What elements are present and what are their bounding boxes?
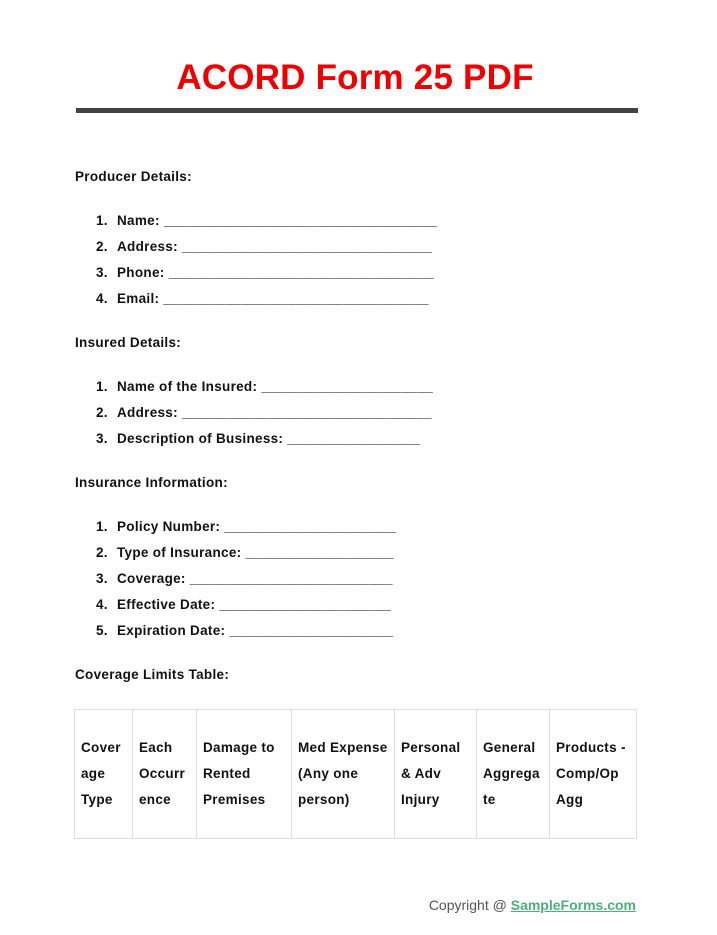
copyright-prefix: Copyright @	[428, 897, 511, 913]
list-item	[96, 544, 396, 570]
list-item	[96, 570, 396, 596]
column-header-coverage-type: Coverage Type	[75, 710, 133, 839]
producer-phone-field[interactable]: Phone: __________________________________	[117, 265, 435, 280]
list-number: 4.	[96, 291, 108, 306]
insurance-field-list	[96, 518, 396, 648]
list-item	[96, 212, 437, 238]
policy-number-field[interactable]: Policy Number: ______________________	[117, 519, 397, 534]
coverage-field[interactable]: Coverage: __________________________	[117, 571, 393, 586]
table-header-row	[75, 710, 637, 839]
producer-address-field[interactable]: Address: ________________________________	[117, 239, 432, 254]
list-item	[96, 622, 396, 648]
column-header-general-aggregate: General Aggregate	[477, 710, 550, 839]
effective-date-field[interactable]: Effective Date: ______________________	[117, 597, 392, 612]
sampleforms-link[interactable]: SampleForms.com	[510, 897, 636, 913]
column-header-each-occurrence: Each Occurrence	[133, 710, 197, 839]
list-item	[96, 238, 437, 264]
list-number: 5.	[96, 623, 108, 638]
list-item	[96, 596, 396, 622]
list-number: 3.	[96, 431, 108, 446]
column-header-products-comp-op-agg: Products - Comp/Op Agg	[550, 710, 637, 839]
coverage-table-heading: Coverage Limits Table:	[75, 667, 230, 682]
expiration-date-field[interactable]: Expiration Date: _____________________	[117, 623, 394, 638]
business-description-field[interactable]: Description of Business: _________________	[117, 431, 421, 446]
list-number: 3.	[96, 265, 108, 280]
list-number: 2.	[96, 405, 108, 420]
list-item	[96, 264, 437, 290]
list-number: 2.	[96, 239, 108, 254]
list-item	[96, 378, 433, 404]
producer-email-field[interactable]: Email: __________________________________	[117, 291, 429, 306]
insurance-heading: Insurance Information:	[75, 475, 228, 490]
list-number: 1.	[96, 519, 108, 534]
list-item	[96, 404, 433, 430]
producer-name-field[interactable]: Name: ___________________________________	[117, 213, 438, 228]
insured-field-list	[96, 378, 433, 456]
column-header-damage-to-rented-premises: Damage to Rented Premises	[197, 710, 292, 839]
column-header-med-expense: Med Expense (Any one person)	[292, 710, 395, 839]
list-item	[96, 290, 437, 316]
list-number: 1.	[96, 379, 108, 394]
list-item	[96, 518, 396, 544]
list-item	[96, 430, 433, 456]
producer-heading: Producer Details:	[75, 169, 192, 184]
column-header-personal-adv-injury: Personal & Adv Injury	[395, 710, 477, 839]
title-divider	[76, 108, 638, 113]
list-number: 1.	[96, 213, 108, 228]
insurance-type-field[interactable]: Type of Insurance: ___________________	[117, 545, 394, 560]
producer-field-list	[96, 212, 437, 316]
copyright-footer	[0, 896, 636, 914]
insured-heading: Insured Details:	[75, 335, 182, 350]
insured-name-field[interactable]: Name of the Insured: ______________________	[117, 379, 434, 394]
insured-address-field[interactable]: Address: ________________________________	[117, 405, 432, 420]
document-title: ACORD Form 25 PDF	[176, 58, 534, 97]
coverage-limits-table	[74, 709, 637, 839]
list-number: 3.	[96, 571, 108, 586]
list-number: 2.	[96, 545, 108, 560]
list-number: 4.	[96, 597, 108, 612]
